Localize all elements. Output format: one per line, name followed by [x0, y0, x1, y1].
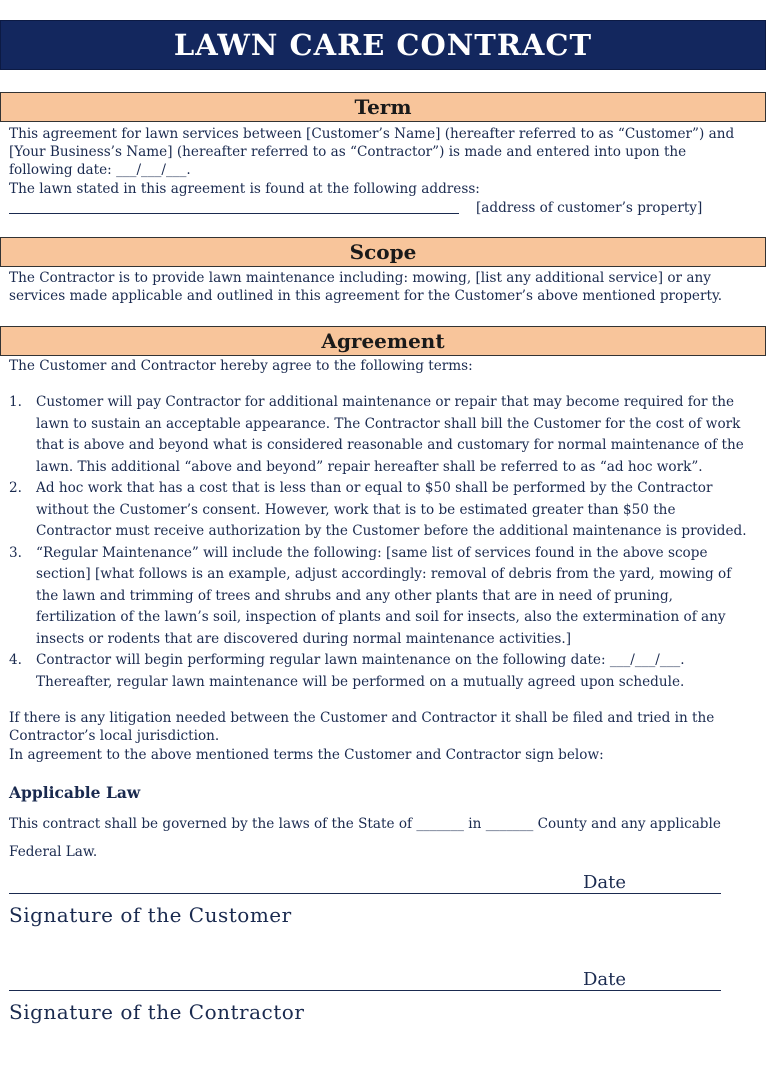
section-heading-scope: Scope: [0, 237, 766, 267]
applicable-law-line-1: This contract shall be governed by the laws of the State of _______ in _______ County and any applicable: [9, 816, 721, 832]
list-item-number: 3.: [9, 544, 22, 561]
list-item: [9, 543, 754, 651]
list-item-number: 4.: [9, 652, 22, 668]
address-line: [9, 199, 459, 214]
contractor-signature-line: [9, 990, 721, 991]
list-item-text: “Regular Maintenance” will include the following: [same list of services found in the above scope section] [what follows is an example, adjust accordingly: removal of debris from the yard, mowing of the lawn and trimming of trees and shrubs and any other plants that are in need of pruning, fertilization of the lawn’s soil, inspection of plants and soil for insects, also the extermination of any insects or rodents that are discovered during normal maintenance activities.]: [36, 544, 732, 647]
list-item: [9, 392, 754, 478]
customer-signature-label: Signature of the Customer: [9, 903, 292, 927]
applicable-law-heading: Applicable Law: [9, 783, 141, 802]
list-item-text: Customer will pay Contractor for additional maintenance or repair that may become required for the lawn to sustain an acceptable appearance. The Contractor shall bill the Customer for the cost of work that is above and beyond what is considered reasonable and customary for normal maintenance of the lawn. This additional “above and beyond” repair hereafter shall be referred to as “ad hoc work”.: [36, 394, 744, 475]
term-paragraph: This agreement for lawn services between [Customer’s Name] (hereafter referred to as “Customer”) and [Your Business’s Name] (hereafter referred to as “Contractor”) is made and entered into upon the following date: ___/___/___.: [9, 126, 735, 178]
list-item: [9, 478, 754, 543]
section-heading-term: Term: [0, 92, 766, 122]
list-item-number: 2.: [9, 480, 22, 496]
section-heading-agreement: Agreement: [0, 326, 766, 356]
litigation-paragraph: If there is any litigation needed between the Customer and Contractor it shall be filed and tried in the Contractor’s local jurisdiction.: [9, 710, 715, 744]
agreement-intro: The Customer and Contractor hereby agree to the following terms:: [9, 358, 473, 374]
customer-signature-line: [9, 893, 721, 894]
contractor-signature-label: Signature of the Contractor: [9, 1000, 305, 1024]
list-item: [9, 650, 754, 693]
applicable-law-line-2: Federal Law.: [9, 844, 98, 860]
address-hint: [address of customer’s property]: [476, 200, 703, 216]
address-prompt: The lawn stated in this agreement is found at the following address:: [9, 181, 480, 197]
terms-list: [9, 392, 754, 693]
title-banner: [0, 20, 766, 70]
list-item-text: Contractor will begin performing regular lawn maintenance on the following date: ___/___/___. Thereafter, regular lawn maintenance will be performed on a mutually agreed upon schedule.: [36, 652, 685, 690]
list-item-number: 1.: [9, 394, 22, 410]
list-item-text: Ad hoc work that has a cost that is less than or equal to $50 shall be performed by the Contractor without the Customer’s consent. However, work that is to be estimated greater than $50 the Contractor must receive authorization by the Customer before the additional maintenance is provided.: [36, 480, 747, 539]
document-title: LAWN CARE CONTRACT: [173, 28, 593, 62]
contractor-date-label: Date: [583, 969, 627, 990]
sign-intro: In agreement to the above mentioned terms the Customer and Contractor sign below:: [9, 747, 604, 763]
scope-paragraph: The Contractor is to provide lawn maintenance including: mowing, [list any additional service] or any services made applicable and outlined in this agreement for the Customer’s above mentioned property.: [9, 270, 723, 304]
customer-date-label: Date: [583, 872, 627, 893]
